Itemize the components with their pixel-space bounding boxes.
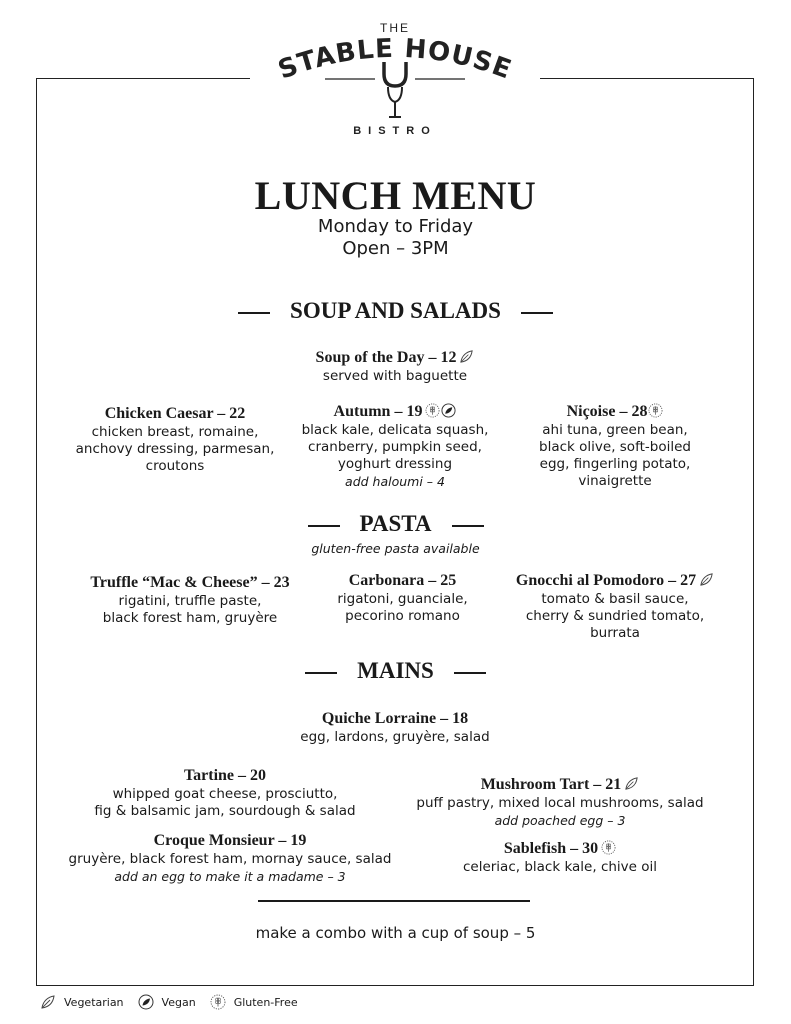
item-name: Soup of the Day – 12 [315, 349, 457, 366]
item-desc: celeriac, black kale, chive oil [462, 859, 658, 875]
item-desc: puff pastry, mixed local mushrooms, salad [416, 795, 704, 811]
menu-item-nicoise [520, 402, 710, 490]
item-desc: ahi tuna, green bean, [542, 422, 688, 438]
legend-label: Vegetarian [64, 995, 124, 1009]
item-desc: croutons [145, 458, 205, 474]
legend-label: Vegan [161, 995, 196, 1009]
item-desc: gruyère, black forest ham, mornay sauce, salad [68, 851, 392, 867]
item-note: add haloumi – 4 [345, 474, 445, 489]
legend-label: Gluten-Free [233, 995, 298, 1009]
menu-item-tartine [60, 766, 390, 820]
item-desc: vinaigrette [578, 473, 652, 489]
section-title: SOUP AND SALADS [290, 298, 501, 323]
menu-item-soup [245, 348, 545, 385]
item-desc: egg, lardons, gruyère, salad [300, 729, 490, 745]
menu-hours: Open – 3PM [342, 238, 449, 259]
item-name: Carbonara – 25 [348, 572, 457, 589]
combo-note: make a combo with a cup of soup – 5 [255, 924, 536, 942]
item-desc: rigatoni, guanciale, [337, 591, 468, 607]
logo-name: STABLE HOUSE [274, 33, 516, 86]
item-note: add poached egg – 3 [494, 813, 626, 828]
item-note: add an egg to make it a madame – 3 [114, 869, 346, 884]
menu-item-truffle-mac [70, 573, 310, 627]
item-desc: whipped goat cheese, prosciutto, [112, 786, 338, 802]
item-desc: black kale, delicata squash, [301, 422, 489, 438]
item-desc: cherry & sundried tomato, [525, 608, 705, 624]
item-name: Quiche Lorraine – 18 [321, 710, 469, 727]
item-name: Chicken Caesar – 22 [104, 405, 246, 422]
gluten-free-icon [648, 403, 663, 418]
section-soup-salads [0, 298, 791, 324]
menu-item-autumn [290, 402, 500, 490]
vegetarian-icon [40, 994, 56, 1010]
item-desc: chicken breast, romaine, [91, 424, 259, 440]
item-desc: yoghurt dressing [337, 456, 453, 472]
item-name: Truffle “Mac & Cheese” – 23 [90, 574, 290, 591]
menu-item-quiche [245, 709, 545, 746]
item-desc: cranberry, pumpkin seed, [308, 439, 482, 455]
item-name: Mushroom Tart – 21 [480, 776, 622, 793]
legend-vegetarian [40, 994, 124, 1010]
logo-the: THE [380, 21, 410, 35]
item-desc: egg, fingerling potato, [539, 456, 691, 472]
stable-house-logo [270, 16, 520, 146]
legend-gluten-free [210, 994, 298, 1010]
gluten-free-icon [601, 840, 616, 855]
vegetarian-icon [459, 349, 474, 364]
menu-item-carbonara [315, 571, 490, 625]
legend-vegan [138, 994, 196, 1010]
gluten-free-icon [210, 994, 226, 1010]
vegetarian-icon [699, 572, 714, 587]
item-desc: anchovy dressing, parmesan, [75, 441, 275, 457]
item-name: Tartine – 20 [183, 767, 267, 784]
menu-item-croque [50, 831, 410, 885]
pasta-note: gluten-free pasta available [311, 541, 480, 556]
item-name: Sablefish – 30 [503, 840, 599, 857]
section-title: PASTA [359, 511, 432, 536]
vegetarian-icon [624, 776, 639, 791]
menu-days: Monday to Friday [317, 216, 474, 237]
menu-item-gnocchi [505, 571, 725, 642]
item-name: Gnocchi al Pomodoro – 27 [515, 572, 697, 589]
item-desc: fig & balsamic jam, sourdough & salad [94, 803, 356, 819]
divider [258, 900, 530, 902]
item-desc: black olive, soft-boiled [539, 439, 691, 455]
gluten-free-icon [425, 403, 440, 418]
vegan-icon [441, 403, 456, 418]
section-pasta [0, 511, 791, 537]
menu-item-chicken-caesar [60, 404, 290, 475]
menu-item-mushroom-tart [400, 775, 720, 829]
item-name: Croque Monsieur – 19 [153, 832, 307, 849]
section-mains [0, 658, 791, 684]
logo-bistro: BISTRO [353, 125, 437, 137]
dietary-legend [40, 994, 312, 1010]
item-name: Niçoise – 28 [566, 403, 648, 420]
item-desc: tomato & basil sauce, [541, 591, 689, 607]
section-title: MAINS [357, 658, 434, 683]
vegan-icon [138, 994, 154, 1010]
svg-text:STABLE HOUSE [274, 34, 515, 86]
item-desc: pecorino romano [345, 608, 460, 624]
item-desc: served with baguette [322, 368, 468, 384]
item-name: Autumn – 19 [333, 403, 423, 420]
item-desc: burrata [590, 625, 640, 641]
item-desc: rigatini, truffle paste, [118, 593, 262, 609]
menu-item-sablefish [420, 839, 700, 876]
menu-title: LUNCH MENU [254, 173, 537, 218]
item-desc: black forest ham, gruyère [102, 610, 278, 626]
